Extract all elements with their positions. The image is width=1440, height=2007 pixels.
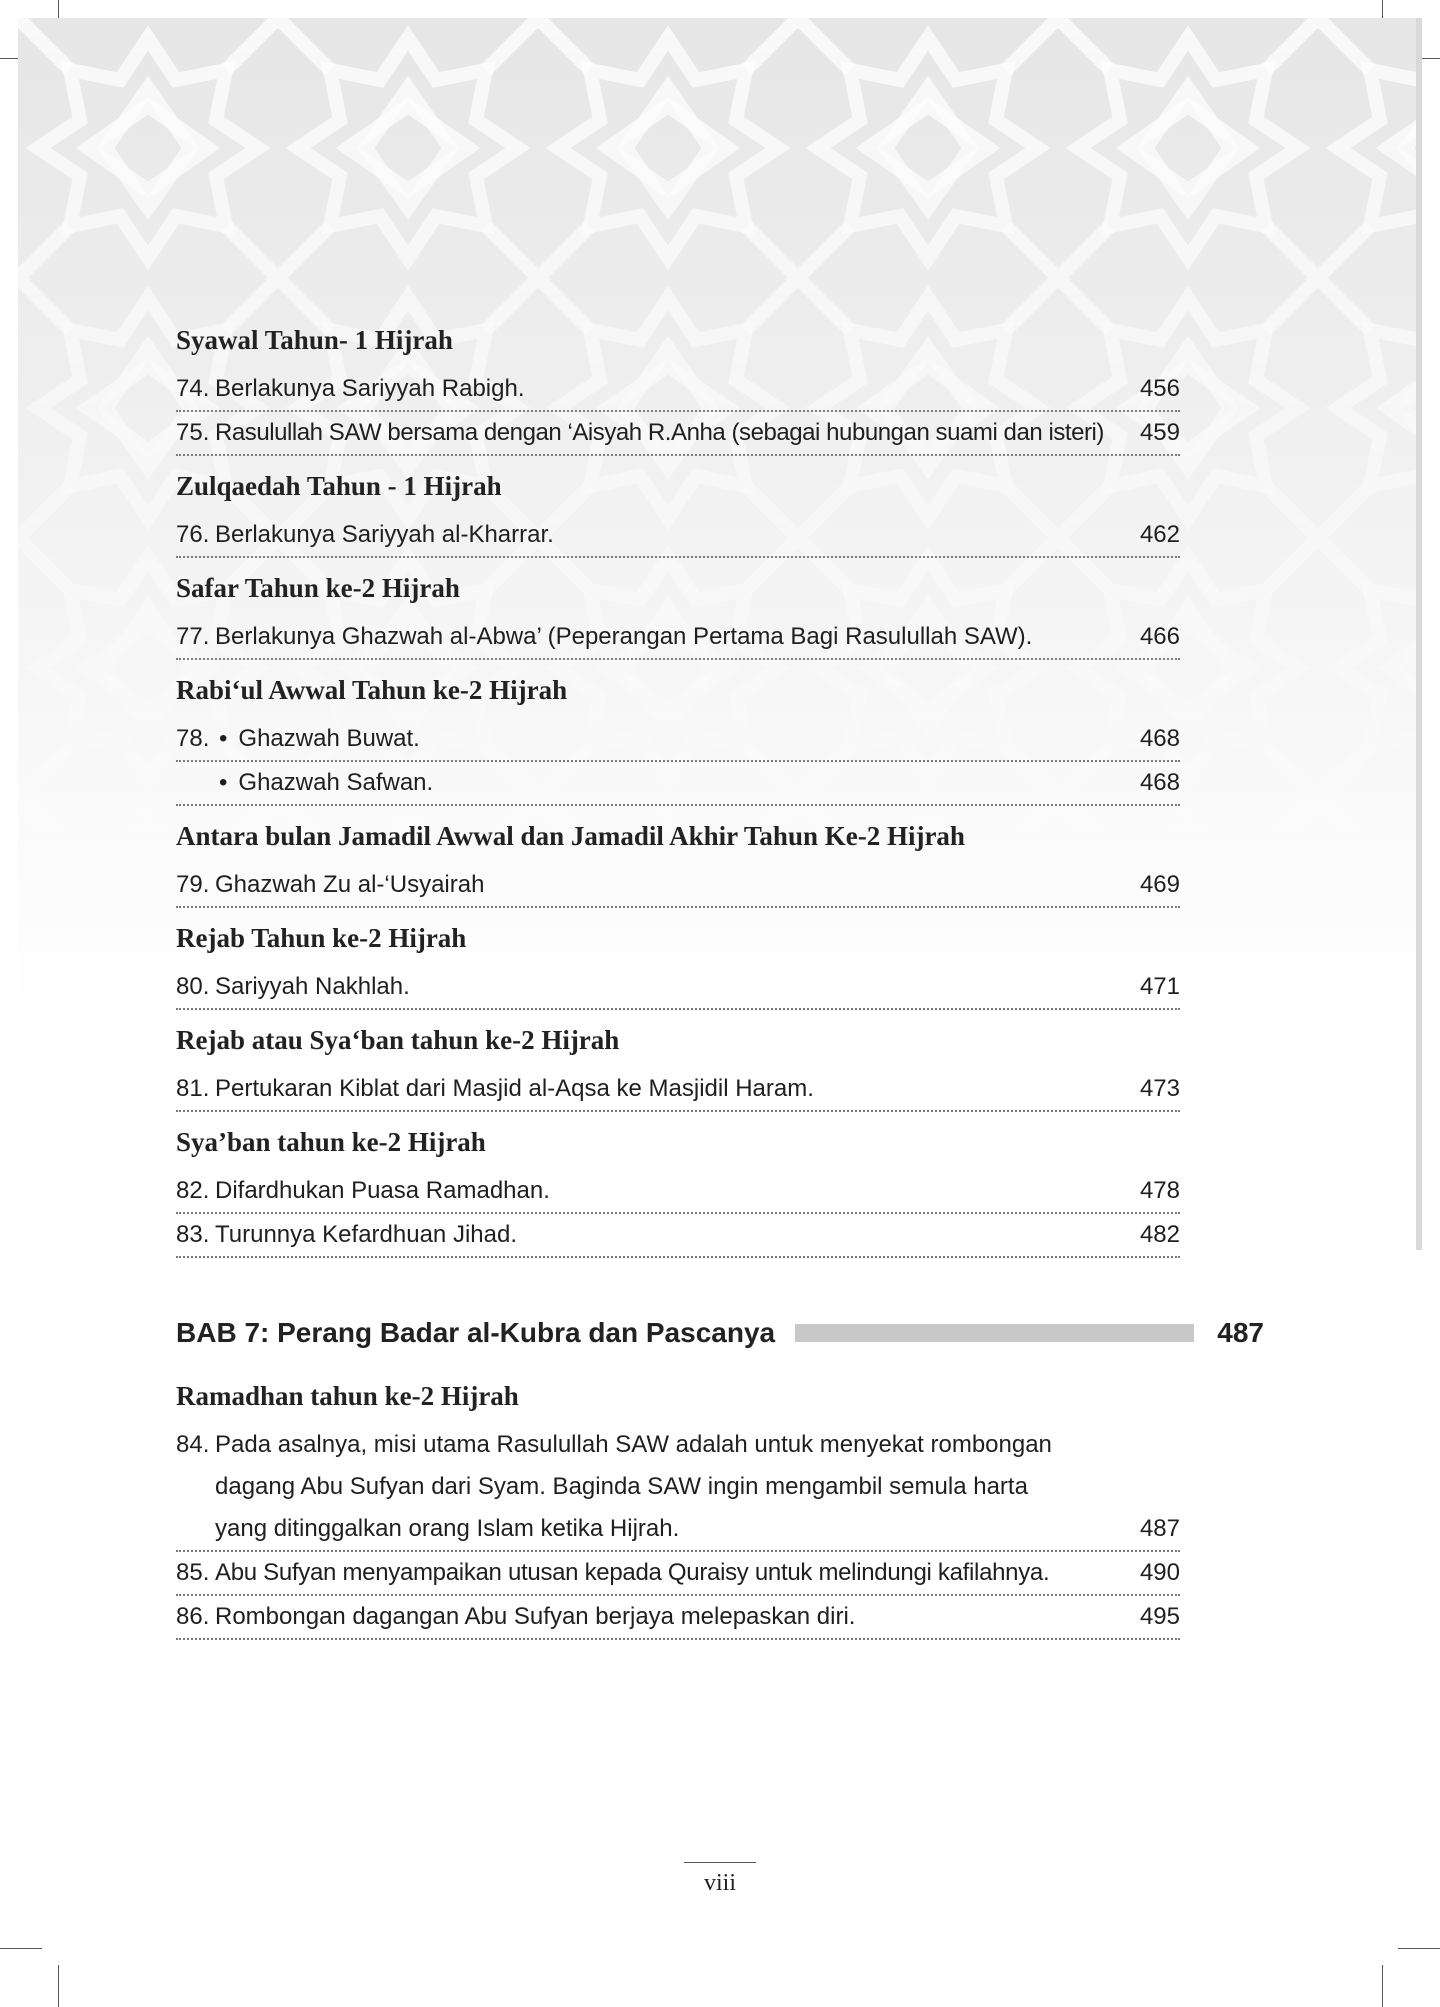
entry-page: 468 [1139, 769, 1180, 796]
section-heading: Ramadhan tahun ke-2 Hijrah [176, 1381, 519, 1411]
chapter-page: 487 [1217, 1317, 1264, 1348]
entry-page: 462 [1139, 521, 1180, 548]
entry-title: Ghazwah Zu al-‘Usyairah [215, 871, 485, 898]
entry-number: 86. [176, 1603, 210, 1630]
entry-title: Rombongan dagangan Abu Sufyan berjaya melepaskan diri. [215, 1603, 856, 1630]
entry-number: 74. [176, 375, 210, 402]
bullet-icon: • [219, 725, 228, 752]
toc-entry[interactable] [176, 514, 1180, 558]
entry-title: Berlakunya Sariyyah Rabigh. [215, 375, 525, 402]
entry-title: Rasulullah SAW bersama dengan ‘Aisyah R.Anha (sebagai hubungan suami dan isteri) [215, 419, 1104, 446]
entry-page: 466 [1139, 623, 1180, 650]
chapter-title: BAB 7: Perang Badar al-Kubra dan Pascanya [176, 1317, 776, 1348]
entry-title: Berlakunya Sariyyah al-Kharrar. [215, 521, 554, 548]
crop-mark [58, 1965, 59, 2007]
entry-page: 471 [1139, 973, 1180, 1000]
crop-mark [1382, 1965, 1383, 2007]
page-edge-strip [1416, 18, 1422, 1250]
crop-mark [0, 1948, 42, 1949]
entry-page: 482 [1139, 1221, 1180, 1248]
entry-page: 478 [1139, 1177, 1180, 1204]
toc-entry[interactable] [176, 966, 1180, 1010]
entry-number: 84. [176, 1431, 210, 1458]
entry-number: 78. [176, 725, 210, 752]
entry-title-text: Ghazwah Buwat. [238, 725, 420, 752]
section-heading: Rejab Tahun ke-2 Hijrah [176, 923, 467, 953]
entry-title: Abu Sufyan menyampaikan utusan kepada Quraisy untuk melindungi kafilahnya. [215, 1559, 1050, 1586]
entry-number: 75. [176, 419, 210, 446]
entry-title: Difardhukan Puasa Ramadhan. [215, 1177, 550, 1204]
entry-page: 469 [1139, 871, 1180, 898]
toc-entry[interactable] [176, 616, 1180, 660]
toc-entry[interactable] [176, 368, 1180, 412]
entry-title [215, 1424, 1180, 1550]
toc-entry[interactable] [176, 1214, 1180, 1258]
entry-number: 83. [176, 1221, 210, 1248]
entry-title-line: yang ditinggalkan orang Islam ketika Hijrah. [215, 1515, 680, 1542]
section-heading: Rabi‘ul Awwal Tahun ke-2 Hijrah [176, 675, 568, 705]
entry-page: 490 [1139, 1559, 1180, 1586]
entry-title: Berlakunya Ghazwah al-Abwa’ (Peperangan Pertama Bagi Rasulullah SAW). [215, 623, 1033, 650]
entry-title-line: dagang Abu Sufyan dari Syam. Baginda SAW ingin mengambil semula harta [215, 1473, 1028, 1500]
toc-entry[interactable] [176, 1170, 1180, 1214]
page-number: viii [703, 1870, 736, 1896]
entry-title: Sariyyah Nakhlah. [215, 973, 410, 1000]
section-heading: Zulqaedah Tahun - 1 Hijrah [176, 471, 502, 501]
entry-number: 80. [176, 973, 210, 1000]
entry-page: 459 [1139, 419, 1180, 446]
section-heading: Antara bulan Jamadil Awwal dan Jamadil Akhir Tahun Ke-2 Hijrah [176, 821, 965, 851]
entry-title [215, 718, 1180, 760]
toc-entry[interactable] [176, 762, 1180, 806]
entry-number: 82. [176, 1177, 210, 1204]
entry-page: 468 [1139, 725, 1180, 752]
toc-entry[interactable] [176, 718, 1180, 762]
section-heading: Sya’ban tahun ke-2 Hijrah [176, 1127, 486, 1157]
toc-entry[interactable] [176, 1596, 1180, 1640]
section-heading: Safar Tahun ke-2 Hijrah [176, 573, 460, 603]
entry-page: 456 [1139, 375, 1180, 402]
entry-title: Pertukaran Kiblat dari Masjid al-Aqsa ke Masjidil Haram. [215, 1075, 814, 1102]
entry-number: 76. [176, 521, 210, 548]
toc-entry[interactable] [176, 412, 1180, 456]
bullet-icon: • [219, 769, 228, 796]
entry-page: 495 [1139, 1603, 1180, 1630]
entry-number: 81. [176, 1075, 210, 1102]
entry-title-line: Pada asalnya, misi utama Rasulullah SAW adalah untuk menyekat rombongan [215, 1431, 1052, 1458]
toc-entry[interactable] [176, 864, 1180, 908]
section-heading: Syawal Tahun- 1 Hijrah [176, 325, 453, 355]
chapter-heading[interactable] [176, 1298, 1264, 1368]
section-heading: Rejab atau Sya‘ban tahun ke-2 Hijrah [176, 1025, 620, 1055]
entry-number: 85. [176, 1559, 210, 1586]
entry-number: 77. [176, 623, 210, 650]
toc-entry[interactable] [176, 1552, 1180, 1596]
table-of-contents [176, 310, 1264, 1640]
crop-mark [1398, 1948, 1440, 1949]
entry-title [215, 762, 1180, 804]
toc-entry[interactable] [176, 1424, 1180, 1552]
entry-title: Turunnya Kefardhuan Jihad. [215, 1221, 517, 1248]
entry-page: 473 [1139, 1075, 1180, 1102]
chapter-leader-bar [795, 1324, 1194, 1342]
folio-rule [684, 1862, 756, 1863]
toc-entry[interactable] [176, 1068, 1180, 1112]
entry-number: 79. [176, 871, 210, 898]
entry-page: 487 [1139, 1515, 1180, 1542]
entry-title-text: Ghazwah Safwan. [238, 769, 434, 796]
